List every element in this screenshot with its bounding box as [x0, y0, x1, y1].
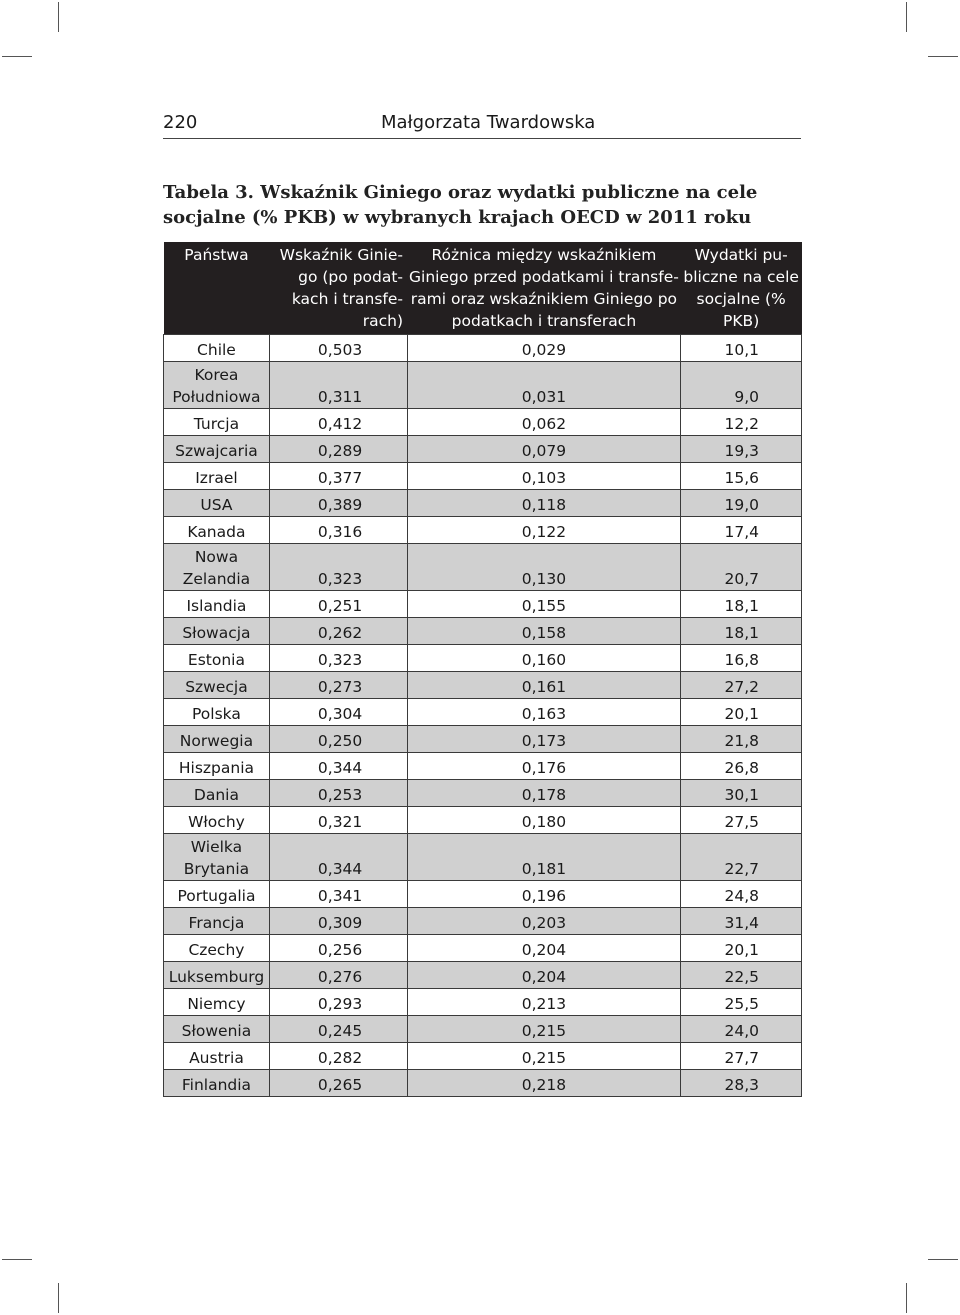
cell-gini: 0,253 [269, 780, 407, 807]
cell-gini-difference: 0,203 [407, 908, 681, 935]
table-row [164, 362, 802, 409]
cell-country: Nowa Zelandia [164, 544, 270, 591]
cell-gini-difference: 0,062 [407, 409, 681, 436]
cell-social-spending: 27,7 [681, 1043, 802, 1070]
cell-social-spending: 9,0 [681, 362, 802, 409]
cell-gini-difference: 0,213 [407, 989, 681, 1016]
table-row [164, 517, 802, 544]
cell-gini-difference: 0,103 [407, 463, 681, 490]
table-row [164, 463, 802, 490]
cell-social-spending: 19,0 [681, 490, 802, 517]
cell-gini-difference: 0,215 [407, 1043, 681, 1070]
crop-mark-top-left [58, 2, 59, 32]
table-row [164, 780, 802, 807]
cell-country: Dania [164, 780, 270, 807]
cell-gini-difference: 0,204 [407, 962, 681, 989]
cell-country: USA [164, 490, 270, 517]
table-row [164, 881, 802, 908]
crop-mark-right-bottom [928, 1259, 958, 1260]
table-row [164, 618, 802, 645]
table-row [164, 1070, 802, 1097]
cell-gini: 0,304 [269, 699, 407, 726]
cell-country: Szwajcaria [164, 436, 270, 463]
cell-social-spending: 18,1 [681, 591, 802, 618]
cell-country: Finlandia [164, 1070, 270, 1097]
table-row [164, 1016, 802, 1043]
cell-social-spending: 26,8 [681, 753, 802, 780]
cell-gini-difference: 0,196 [407, 881, 681, 908]
cell-gini: 0,323 [269, 645, 407, 672]
table-row [164, 834, 802, 881]
crop-mark-left-bottom [2, 1259, 32, 1260]
cell-country: Niemcy [164, 989, 270, 1016]
table-row [164, 645, 802, 672]
cell-gini: 0,276 [269, 962, 407, 989]
cell-country: Słowenia [164, 1016, 270, 1043]
cell-gini: 0,341 [269, 881, 407, 908]
cell-gini: 0,321 [269, 807, 407, 834]
cell-gini: 0,344 [269, 834, 407, 881]
cell-gini: 0,316 [269, 517, 407, 544]
cell-gini: 0,250 [269, 726, 407, 753]
table-row [164, 807, 802, 834]
cell-gini-difference: 0,031 [407, 362, 681, 409]
cell-gini-difference: 0,181 [407, 834, 681, 881]
cell-gini: 0,256 [269, 935, 407, 962]
table-body [164, 335, 802, 1097]
cell-social-spending: 24,8 [681, 881, 802, 908]
cell-gini: 0,273 [269, 672, 407, 699]
cell-gini: 0,265 [269, 1070, 407, 1097]
cell-gini-difference: 0,215 [407, 1016, 681, 1043]
column-header-social-spending: Wydatki pu-bliczne na cele socjalne (% PKB) [681, 242, 802, 335]
cell-country: Polska [164, 699, 270, 726]
cell-gini-difference: 0,160 [407, 645, 681, 672]
cell-country: Chile [164, 335, 270, 362]
cell-gini-difference: 0,158 [407, 618, 681, 645]
cell-social-spending: 20,1 [681, 935, 802, 962]
cell-gini-difference: 0,163 [407, 699, 681, 726]
cell-social-spending: 22,7 [681, 834, 802, 881]
cell-gini: 0,245 [269, 1016, 407, 1043]
cell-gini: 0,412 [269, 409, 407, 436]
cell-country: Francja [164, 908, 270, 935]
cell-country: Luksemburg [164, 962, 270, 989]
cell-gini-difference: 0,178 [407, 780, 681, 807]
cell-country: Portugalia [164, 881, 270, 908]
cell-gini-difference: 0,176 [407, 753, 681, 780]
cell-social-spending: 20,1 [681, 699, 802, 726]
cell-gini: 0,377 [269, 463, 407, 490]
cell-gini-difference: 0,161 [407, 672, 681, 699]
cell-country: Wielka Brytania [164, 834, 270, 881]
cell-gini-difference: 0,079 [407, 436, 681, 463]
table-row [164, 490, 802, 517]
cell-country: Słowacja [164, 618, 270, 645]
cell-country: Włochy [164, 807, 270, 834]
cell-social-spending: 27,2 [681, 672, 802, 699]
cell-gini-difference: 0,204 [407, 935, 681, 962]
column-header-gini-difference: Różnica między wskaźnikiem Giniego przed podatkami i transfe-rami oraz wskaźnikiem Giniego po podatkach i transferach [407, 242, 681, 335]
table-row [164, 672, 802, 699]
cell-gini-difference: 0,130 [407, 544, 681, 591]
column-header-country: Państwa [164, 242, 270, 335]
crop-mark-right-top [928, 56, 958, 57]
cell-gini: 0,282 [269, 1043, 407, 1070]
running-header [163, 108, 801, 139]
table-row [164, 989, 802, 1016]
crop-mark-top-right [906, 2, 907, 32]
cell-gini-difference: 0,155 [407, 591, 681, 618]
cell-social-spending: 28,3 [681, 1070, 802, 1097]
table-row [164, 753, 802, 780]
cell-social-spending: 16,8 [681, 645, 802, 672]
table-row [164, 1043, 802, 1070]
table-row [164, 544, 802, 591]
cell-country: Korea Południowa [164, 362, 270, 409]
table-row [164, 726, 802, 753]
data-table [163, 242, 802, 1097]
cell-gini: 0,309 [269, 908, 407, 935]
crop-mark-bottom-left [58, 1283, 59, 1313]
cell-social-spending: 25,5 [681, 989, 802, 1016]
cell-gini: 0,262 [269, 618, 407, 645]
cell-gini: 0,389 [269, 490, 407, 517]
cell-gini: 0,344 [269, 753, 407, 780]
cell-gini: 0,289 [269, 436, 407, 463]
cell-gini-difference: 0,218 [407, 1070, 681, 1097]
cell-gini-difference: 0,029 [407, 335, 681, 362]
cell-country: Izrael [164, 463, 270, 490]
table-row [164, 935, 802, 962]
cell-gini: 0,251 [269, 591, 407, 618]
cell-social-spending: 22,5 [681, 962, 802, 989]
cell-country: Austria [164, 1043, 270, 1070]
table-row [164, 699, 802, 726]
cell-social-spending: 21,8 [681, 726, 802, 753]
cell-social-spending: 24,0 [681, 1016, 802, 1043]
table-row [164, 962, 802, 989]
cell-country: Turcja [164, 409, 270, 436]
table-caption: Tabela 3. Wskaźnik Giniego oraz wydatki publiczne na cele socjalne (% PKB) w wybranych krajach OECD w 2011 roku [163, 182, 758, 228]
table-header-row [164, 242, 802, 335]
table-row [164, 409, 802, 436]
cell-social-spending: 18,1 [681, 618, 802, 645]
running-head-author: Małgorzata Twardowska [381, 112, 596, 133]
table-row [164, 591, 802, 618]
cell-country: Kanada [164, 517, 270, 544]
cell-country: Islandia [164, 591, 270, 618]
cell-country: Estonia [164, 645, 270, 672]
cell-social-spending: 12,2 [681, 409, 802, 436]
cell-social-spending: 19,3 [681, 436, 802, 463]
cell-gini: 0,503 [269, 335, 407, 362]
cell-social-spending: 10,1 [681, 335, 802, 362]
table-row [164, 335, 802, 362]
cell-country: Szwecja [164, 672, 270, 699]
cell-country: Czechy [164, 935, 270, 962]
cell-country: Hiszpania [164, 753, 270, 780]
cell-social-spending: 20,7 [681, 544, 802, 591]
cell-social-spending: 15,6 [681, 463, 802, 490]
cell-gini: 0,311 [269, 362, 407, 409]
cell-social-spending: 27,5 [681, 807, 802, 834]
cell-gini-difference: 0,180 [407, 807, 681, 834]
crop-mark-left-top [2, 56, 32, 57]
table-row [164, 908, 802, 935]
crop-mark-bottom-right [906, 1283, 907, 1313]
cell-gini-difference: 0,118 [407, 490, 681, 517]
cell-gini: 0,293 [269, 989, 407, 1016]
cell-gini: 0,323 [269, 544, 407, 591]
table-row [164, 436, 802, 463]
cell-social-spending: 31,4 [681, 908, 802, 935]
cell-country: Norwegia [164, 726, 270, 753]
page-number: 220 [163, 112, 198, 133]
cell-social-spending: 17,4 [681, 517, 802, 544]
cell-social-spending: 30,1 [681, 780, 802, 807]
cell-gini-difference: 0,122 [407, 517, 681, 544]
cell-gini-difference: 0,173 [407, 726, 681, 753]
column-header-gini: Wskaźnik Ginie-go (po podat-kach i transfe-rach) [269, 242, 407, 335]
